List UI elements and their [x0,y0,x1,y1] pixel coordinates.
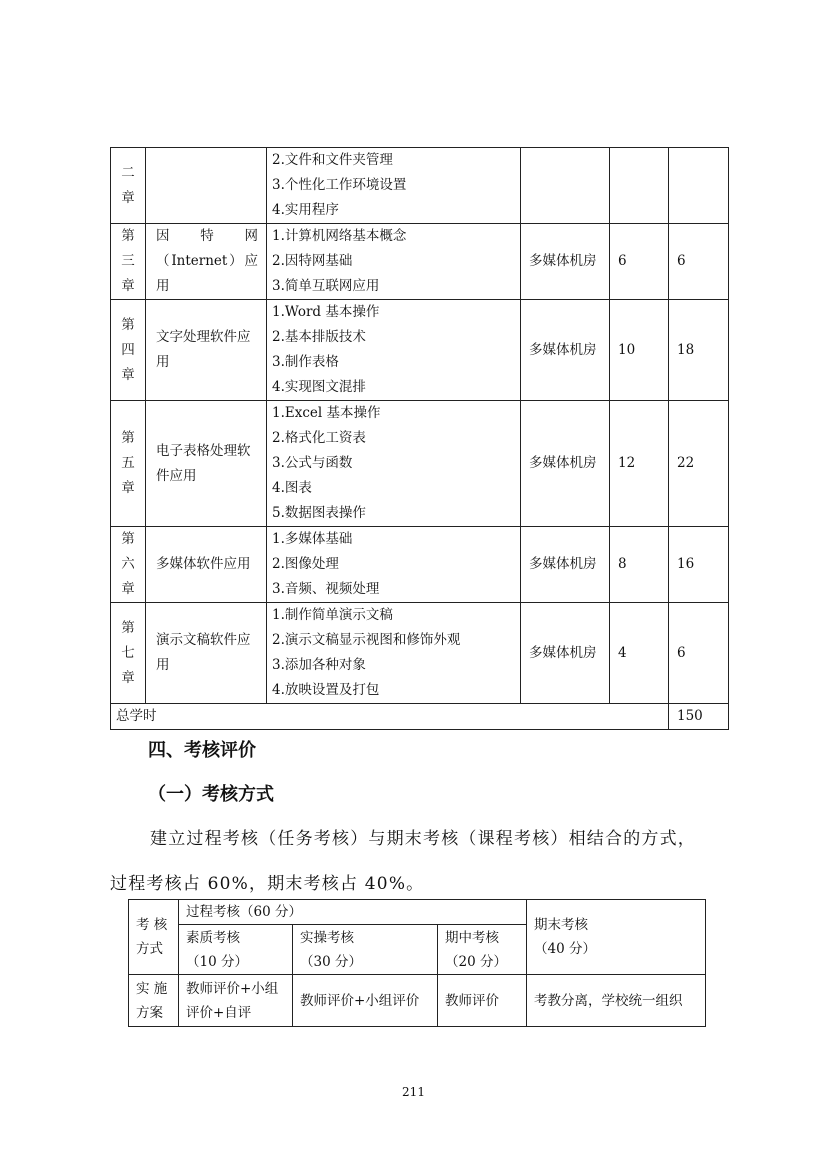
chapter-cell-line: 七 [121,644,135,661]
plan-label: 实 施 方案 [129,975,179,1027]
course-content-cell [267,603,521,704]
hours-cell [610,148,669,224]
chapter-cell [111,527,146,603]
chapter-cell-line: 四 [121,341,135,358]
midterm-header: 期中考核 （20 分） [438,925,527,975]
course-name-cell-line: 因 特 网 [156,228,258,244]
course-content-cell-line: 4.实现图文混排 [272,379,366,395]
subsection-heading: （一）考核方式 [148,784,274,805]
course-name-cell [146,300,267,401]
course-content-cell-line: 3.公式与函数 [272,455,353,471]
hours-cell: 10 [610,300,669,401]
course-name-cell-line: 演示文稿软件应 [156,632,251,648]
total-hours-label: 总学时 [111,704,669,730]
quality-plan: 教师评价+小组 评价+自评 [179,975,293,1027]
course-content-cell-line: 3.简单互联网应用 [272,278,380,294]
hours-cell: 6 [610,224,669,300]
course-row [111,224,729,300]
chapter-cell-line: 章 [121,189,135,206]
page-number: 211 [402,1085,425,1099]
chapter-cell [111,603,146,704]
chapter-cell-line: 第 [121,619,135,636]
course-name-cell [146,527,267,603]
chapter-cell-line: 章 [121,669,135,686]
location-cell: 多媒体机房 [521,603,610,704]
chapter-cell-line: 六 [121,556,135,572]
practice-header: 实操考核 （30 分） [293,925,438,975]
course-content-cell-line: 2.格式化工资表 [272,430,366,446]
final-plan: 考教分离，学校统一组织 [527,975,706,1027]
course-content-cell-line: 1.多媒体基础 [272,531,353,547]
course-name-cell-line: 用 [156,657,170,673]
hours-cell: 12 [610,401,669,527]
course-content-cell-line: 2.因特网基础 [272,253,353,269]
course-name-cell-line: 件应用 [156,467,197,484]
chapter-cell [111,148,146,224]
course-content-cell [267,224,521,300]
chapter-cell-line: 二 [121,164,135,181]
paragraph-line-2: 过程考核占 60%，期末考核占 40%。 [110,874,425,894]
course-content-cell-line: 2.基本排版技术 [272,329,366,345]
course-name-cell-line: 用 [156,278,170,294]
hours-cell: 4 [610,603,669,704]
course-name-cell-line: 电子表格处理软 [156,442,251,459]
chapter-cell-line: 第 [121,228,135,244]
course-content-cell-line: 3.个性化工作环境设置 [272,177,407,193]
section-heading: 四、考核评价 [148,740,256,761]
course-row [111,527,729,603]
course-name-cell [146,603,267,704]
hours-cell: 8 [610,527,669,603]
course-hours-table [110,147,729,730]
course-content-cell-line: 3.制作表格 [272,354,339,370]
course-name-cell [146,148,267,224]
course-content-cell-line: 1.制作简单演示文稿 [272,607,393,623]
course-content-cell-line: 1.Excel 基本操作 [272,405,381,421]
location-cell: 多媒体机房 [521,527,610,603]
chapter-cell-line: 第 [121,430,135,446]
course-content-cell [267,300,521,401]
course-content-cell [267,148,521,224]
course-row [111,300,729,401]
course-name-cell-line: 用 [156,354,170,370]
course-name-cell-line: 多媒体软件应用 [156,556,251,572]
course-content-cell-line: 5.数据图表操作 [272,505,366,521]
chapter-cell-line: 章 [121,581,135,597]
chapter-cell-line: 章 [121,366,135,383]
quality-header: 素质考核 （10 分） [179,925,293,975]
final-header: 期末考核 （40 分） [527,900,706,975]
course-row [111,603,729,704]
total-hours-value: 150 [669,704,729,730]
course-content-cell-line: 3.添加各种对象 [272,657,366,673]
course-table-body [111,148,729,704]
chapter-cell-line: 第 [121,531,135,547]
hours-total-cell: 22 [669,401,729,527]
assessment-table [128,899,706,1027]
chapter-cell-line: 章 [121,480,135,496]
hours-total-cell: 6 [669,224,729,300]
course-name-cell-line: （Internet）应 [156,253,258,269]
course-content-cell-line: 4.图表 [272,480,312,496]
hours-total-cell [669,148,729,224]
hours-total-cell: 6 [669,603,729,704]
course-name-cell [146,401,267,527]
course-content-cell-line: 2.图像处理 [272,556,339,572]
chapter-cell-line: 第 [121,316,135,333]
course-content-cell-line: 3.音频、视频处理 [272,581,380,597]
course-name-cell [146,224,267,300]
location-cell: 多媒体机房 [521,224,610,300]
course-content-cell-line: 1.Word 基本操作 [272,304,380,320]
course-row [111,148,729,224]
course-content-cell-line: 4.实用程序 [272,202,339,218]
midterm-plan: 教师评价 [438,975,527,1027]
course-row [111,401,729,527]
method-label: 考 核 方式 [129,900,179,975]
hours-total-cell: 16 [669,527,729,603]
chapter-cell-line: 五 [121,455,135,471]
practice-plan: 教师评价+小组评价 [293,975,438,1027]
chapter-cell-line: 三 [121,253,135,269]
course-content-cell [267,527,521,603]
total-hours-row [111,704,729,730]
course-content-cell [267,401,521,527]
paragraph-line-1: 建立过程考核（任务考核）与期末考核（课程考核）相结合的方式， [150,829,696,849]
hours-total-cell: 18 [669,300,729,401]
course-content-cell-line: 2.文件和文件夹管理 [272,152,393,168]
course-content-cell-line: 4.放映设置及打包 [272,682,380,698]
location-cell: 多媒体机房 [521,300,610,401]
chapter-cell [111,224,146,300]
course-name-cell-line: 文字处理软件应 [156,329,251,345]
location-cell: 多媒体机房 [521,401,610,527]
course-content-cell-line: 1.计算机网络基本概念 [272,228,407,244]
location-cell [521,148,610,224]
course-content-cell-line: 2.演示文稿显示视图和修饰外观 [272,632,461,648]
process-header: 过程考核（60 分） [179,900,527,925]
chapter-cell-line: 章 [121,278,135,294]
chapter-cell [111,300,146,401]
chapter-cell [111,401,146,527]
